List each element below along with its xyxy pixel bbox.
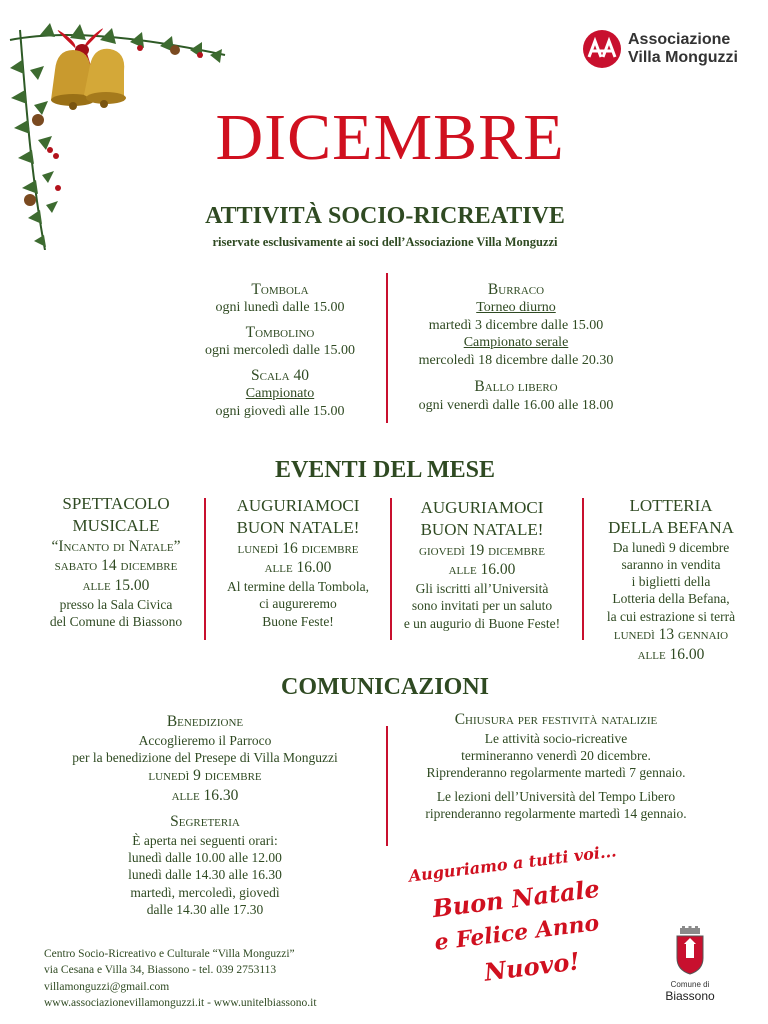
footer-name: Centro Socio-Ricreativo e Culturale “Villa Monguzzi” xyxy=(44,948,295,960)
benedizione-date: lunedì 9 dicembre xyxy=(148,767,262,785)
segreteria-line-2: lunedì dalle 10.00 alle 12.00 xyxy=(128,850,282,866)
event-4-date: lunedì 13 gennaio xyxy=(613,625,729,643)
segreteria-line-3: lunedì dalle 14.30 alle 16.30 xyxy=(128,867,282,883)
event-4-time: alle 16.00 xyxy=(637,645,705,663)
greeting-line-4: Nuovo! xyxy=(482,946,582,987)
event-auguri-1 xyxy=(208,495,388,630)
christmas-greeting xyxy=(400,841,650,988)
comms-left-column xyxy=(40,712,370,918)
scala40-title: Scala 40 xyxy=(251,366,309,384)
comune-label-2: Biassono xyxy=(665,989,715,1003)
events-divider-1 xyxy=(204,498,206,640)
event-auguri-2 xyxy=(384,497,580,632)
event-3-title-2: BUON NATALE! xyxy=(420,519,544,539)
event-4-line-4: Lotteria della Befana, xyxy=(612,591,730,607)
event-1-time: alle 15.00 xyxy=(82,577,150,595)
chiusura-line-3: Riprenderanno regolarmente martedì 7 gennaio. xyxy=(426,765,686,781)
activities-left-column xyxy=(180,280,380,420)
event-spettacolo xyxy=(28,493,204,631)
event-1-line-2: del Comune di Biassono xyxy=(49,614,183,630)
tombolino-title: Tombolino xyxy=(245,323,315,341)
ballo-detail: ogni venerdì dalle 16.00 alle 18.00 xyxy=(418,397,614,413)
greeting-line-3: e Felice Anno xyxy=(433,910,601,956)
activities-divider xyxy=(386,273,388,423)
events-heading: EVENTI DEL MESE xyxy=(274,457,496,483)
burraco-title: Burraco xyxy=(487,281,545,298)
greeting-line-1: Auguriamo a tutti voi... xyxy=(407,841,618,886)
tombolino-detail: ogni mercoledì dalle 15.00 xyxy=(204,343,356,359)
event-2-date: lunedì 16 dicembre xyxy=(237,539,359,557)
greeting-line-2: Buon Natale xyxy=(430,873,602,924)
event-4-line-1: Da lunedì 9 dicembre xyxy=(612,539,730,555)
page-title: DICEMBRE xyxy=(215,101,565,174)
activities-subheading: riservate esclusivamente ai soci dell’Associazione Villa Monguzzi xyxy=(212,235,558,249)
chiusura-line-1: Le attività socio-ricreative xyxy=(484,730,628,746)
event-1-title-1: SPETTACOLO xyxy=(62,494,170,513)
benedizione-line-1: Accoglieremo il Parroco xyxy=(138,732,272,748)
event-3-line-3: e un augurio di Buone Feste! xyxy=(403,615,561,631)
comms-heading: COMUNICAZIONI xyxy=(280,674,489,700)
event-4-line-3: i biglietti della xyxy=(631,574,711,590)
chiusura-line-5: riprenderanno regolarmente martedì 14 gennaio. xyxy=(425,805,687,821)
burraco-sub-1: Torneo diurno xyxy=(476,300,556,316)
coat-of-arms-icon xyxy=(673,926,707,976)
event-4-title-2: DELLA BEFANA xyxy=(608,517,734,537)
event-3-line-2: sono invitati per un saluto xyxy=(411,598,553,614)
events-divider-3 xyxy=(582,498,584,640)
benedizione-line-2: per la benedizione del Presepe di Villa Monguzzi xyxy=(72,750,338,766)
event-1-title-2: MUSICALE xyxy=(72,515,160,535)
activities-right-column xyxy=(396,280,636,414)
footer xyxy=(44,946,404,1011)
event-1-title-3: “Incanto di Natale” xyxy=(51,537,181,555)
footer-address: via Cesana e Villa 34, Biassono - tel. 039 2753113 xyxy=(44,964,277,977)
event-3-time: alle 16.00 xyxy=(448,561,516,579)
logo-line-2: Villa Monguzzi xyxy=(628,49,738,66)
chiusura-line-2: termineranno venerdì 20 dicembre. xyxy=(461,748,651,764)
comms-right-column xyxy=(396,710,716,822)
chiusura-title: Chiusura per festività natalizie xyxy=(454,711,658,728)
event-2-line-1: Al termine della Tombola, xyxy=(226,579,370,595)
chiusura-line-4: Le lezioni dell’Università del Tempo Libero xyxy=(436,788,676,804)
event-2-line-3: Buone Feste! xyxy=(262,613,334,629)
footer-websites[interactable]: www.associazionevillamonguzzi.it - www.unitelbiassono.it xyxy=(44,996,317,1009)
scala40-detail: ogni giovedì alle 15.00 xyxy=(215,403,345,419)
comms-divider xyxy=(386,726,388,846)
event-2-title-2: BUON NATALE! xyxy=(236,517,360,537)
burraco-detail-2: mercoledì 18 dicembre dalle 20.30 xyxy=(418,352,614,368)
ballo-title: Ballo libero xyxy=(474,378,558,396)
segreteria-title: Segreteria xyxy=(170,813,240,831)
event-4-title-1: LOTTERIA xyxy=(629,496,713,515)
event-3-line-1: Gli iscritti all’Università xyxy=(415,581,549,597)
event-3-date: giovedì 19 dicembre xyxy=(419,541,545,559)
benedizione-time: alle 16.30 xyxy=(171,787,239,805)
association-logo xyxy=(582,27,752,71)
villa-monguzzi-logo-icon xyxy=(582,29,622,69)
event-3-title-1: AUGURIAMOCI xyxy=(420,498,544,517)
footer-email[interactable]: villamonguzzi@gmail.com xyxy=(44,980,170,993)
burraco-sub-2: Campionato serale xyxy=(463,335,569,351)
scala40-sub: Campionato xyxy=(245,386,315,402)
tombola-title: Tombola xyxy=(251,281,309,298)
event-1-line-1: presso la Sala Civica xyxy=(59,596,173,612)
activities-heading: ATTIVITÀ SOCIO-RICREATIVE xyxy=(205,203,565,229)
event-lotteria xyxy=(586,495,756,664)
segreteria-line-4: martedì, mercoledì, giovedì xyxy=(130,884,280,900)
segreteria-line-5: dalle 14.30 alle 17.30 xyxy=(146,901,264,917)
comune-biassono-crest xyxy=(660,926,720,1006)
event-4-line-5: la cui estrazione si terrà xyxy=(606,608,736,624)
event-2-title-1: AUGURIAMOCI xyxy=(236,496,360,515)
event-4-line-2: saranno in vendita xyxy=(621,556,721,572)
comune-label-1: Comune di xyxy=(670,980,710,989)
burraco-detail-1: martedì 3 dicembre dalle 15.00 xyxy=(428,317,604,333)
logo-line-1: Associazione xyxy=(628,31,731,48)
tombola-detail: ogni lunedì dalle 15.00 xyxy=(215,300,345,316)
event-2-time: alle 16.00 xyxy=(264,559,332,577)
benedizione-title: Benedizione xyxy=(166,713,244,730)
event-1-date: sabato 14 dicembre xyxy=(54,557,178,575)
event-2-line-2: ci augureremo xyxy=(259,596,337,612)
segreteria-line-1: È aperta nei seguenti orari: xyxy=(132,832,278,848)
